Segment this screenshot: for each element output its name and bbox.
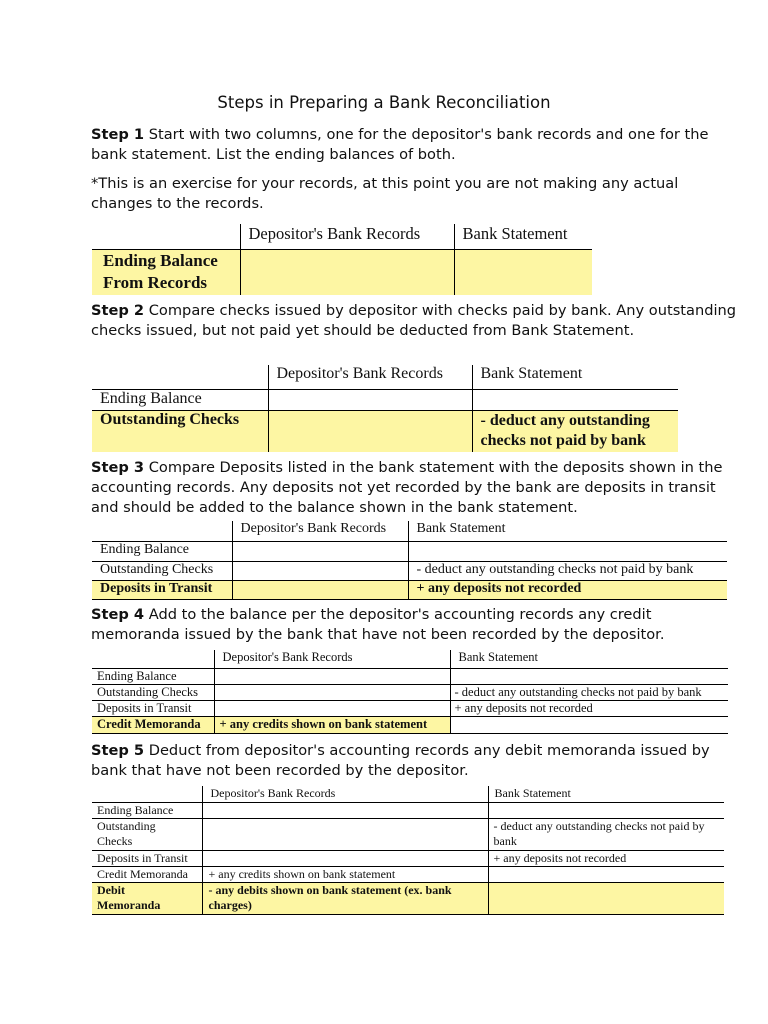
step-1-label: Step 1: [91, 126, 145, 143]
cell-add-deposits: + any deposits not recorded: [408, 580, 727, 599]
step-5-paragraph: [91, 741, 741, 781]
header-blank: [92, 224, 240, 249]
step-2-paragraph: [91, 301, 741, 341]
page-title: Steps in Preparing a Bank Reconciliation: [217, 93, 551, 112]
row-outstanding-checks: Outstanding Checks: [92, 561, 232, 580]
step-3-paragraph: [91, 458, 741, 518]
header-bank: Bank Statement: [408, 521, 727, 541]
header-depositor: Depositor's Bank Records: [232, 521, 408, 541]
row-ending-balance: Ending Balance: [92, 668, 214, 684]
cell-add-deposits: + any deposits not recorded: [488, 850, 724, 866]
table-step-2: [92, 365, 678, 452]
step-5-text: Deduct from depositor's accounting records any debit memoranda issued by bank that have not been recorded by the depositor.: [91, 742, 710, 779]
step-3-label: Step 3: [91, 459, 145, 476]
cell-depositor-empty: [240, 249, 454, 295]
cell-deduct-checks: - deduct any outstanding checks not paid by bank: [488, 818, 724, 850]
step-4-text: Add to the balance per the depositor's accounting records any credit memoranda issued by the bank that have not been recorded by the depositor.: [91, 606, 665, 643]
step-5-label: Step 5: [91, 742, 145, 759]
cell-deduct-checks: - deduct any outstanding checks not paid by bank: [408, 561, 727, 580]
step-3-text: Compare Deposits listed in the bank statement with the deposits shown in the accounting records. Any deposits not yet recorded by the bank are deposits in transit and should be added to the balance shown in the bank statement.: [91, 459, 723, 516]
row-ending-balance: Ending Balance: [92, 541, 232, 561]
table-step-3: [92, 521, 727, 600]
row-credit-memoranda: Credit Memoranda: [92, 866, 202, 882]
header-bank: Bank Statement: [472, 365, 678, 389]
row-debit-memoranda: Debit Memoranda: [92, 882, 202, 914]
step-4-label: Step 4: [91, 606, 145, 623]
cell-add-credits: + any credits shown on bank statement: [214, 716, 450, 733]
header-depositor: Depositor's Bank Records: [214, 650, 450, 668]
note-paragraph: *This is an exercise for your records, at this point you are not making any actual changes to the records.: [91, 175, 679, 212]
row-ending-balance-from-records: Ending Balance From Records: [92, 249, 240, 295]
row-deposits-in-transit: Deposits in Transit: [92, 700, 214, 716]
row-deposits-in-transit: Deposits in Transit: [92, 580, 232, 599]
row-outstanding-checks: Outstanding Checks: [92, 410, 268, 452]
cell-add-credits: + any credits shown on bank statement: [202, 866, 488, 882]
row-outstanding-checks: Outstanding Checks: [92, 684, 214, 700]
row-outstanding-checks: Outstanding Checks: [92, 818, 202, 850]
header-bank: Bank Statement: [450, 650, 728, 668]
step-2-label: Step 2: [91, 302, 145, 319]
cell-deduct-checks: - deduct any outstanding checks not paid by bank: [472, 410, 678, 452]
header-depositor: Depositor's Bank Records: [202, 786, 488, 802]
step-2-text: Compare checks issued by depositor with checks paid by bank. Any outstanding checks issued, but not paid yet should be deducted from Bank Statement.: [91, 302, 737, 339]
cell-deduct-debits: - any debits shown on bank statement (ex. bank charges): [202, 882, 488, 914]
table-step-5: [92, 786, 724, 915]
step-4-paragraph: [91, 605, 741, 645]
table-step-1: [92, 224, 592, 295]
row-ending-balance: Ending Balance: [92, 802, 202, 818]
header-depositor: Depositor's Bank Records: [240, 224, 454, 249]
cell-bank-empty: [454, 249, 592, 295]
cell-deduct-checks: - deduct any outstanding checks not paid by bank: [450, 684, 728, 700]
header-depositor: Depositor's Bank Records: [268, 365, 472, 389]
row-deposits-in-transit: Deposits in Transit: [92, 850, 202, 866]
header-bank: Bank Statement: [454, 224, 592, 249]
step-1-text: Start with two columns, one for the depositor's bank records and one for the bank statement. List the ending balances of both.: [91, 126, 709, 163]
cell-add-deposits: + any deposits not recorded: [450, 700, 728, 716]
step-1-paragraph: [91, 125, 741, 165]
row-ending-balance: Ending Balance: [92, 389, 268, 410]
table-step-4: [92, 650, 728, 734]
header-bank: Bank Statement: [488, 786, 724, 802]
row-credit-memoranda: Credit Memoranda: [92, 716, 214, 733]
